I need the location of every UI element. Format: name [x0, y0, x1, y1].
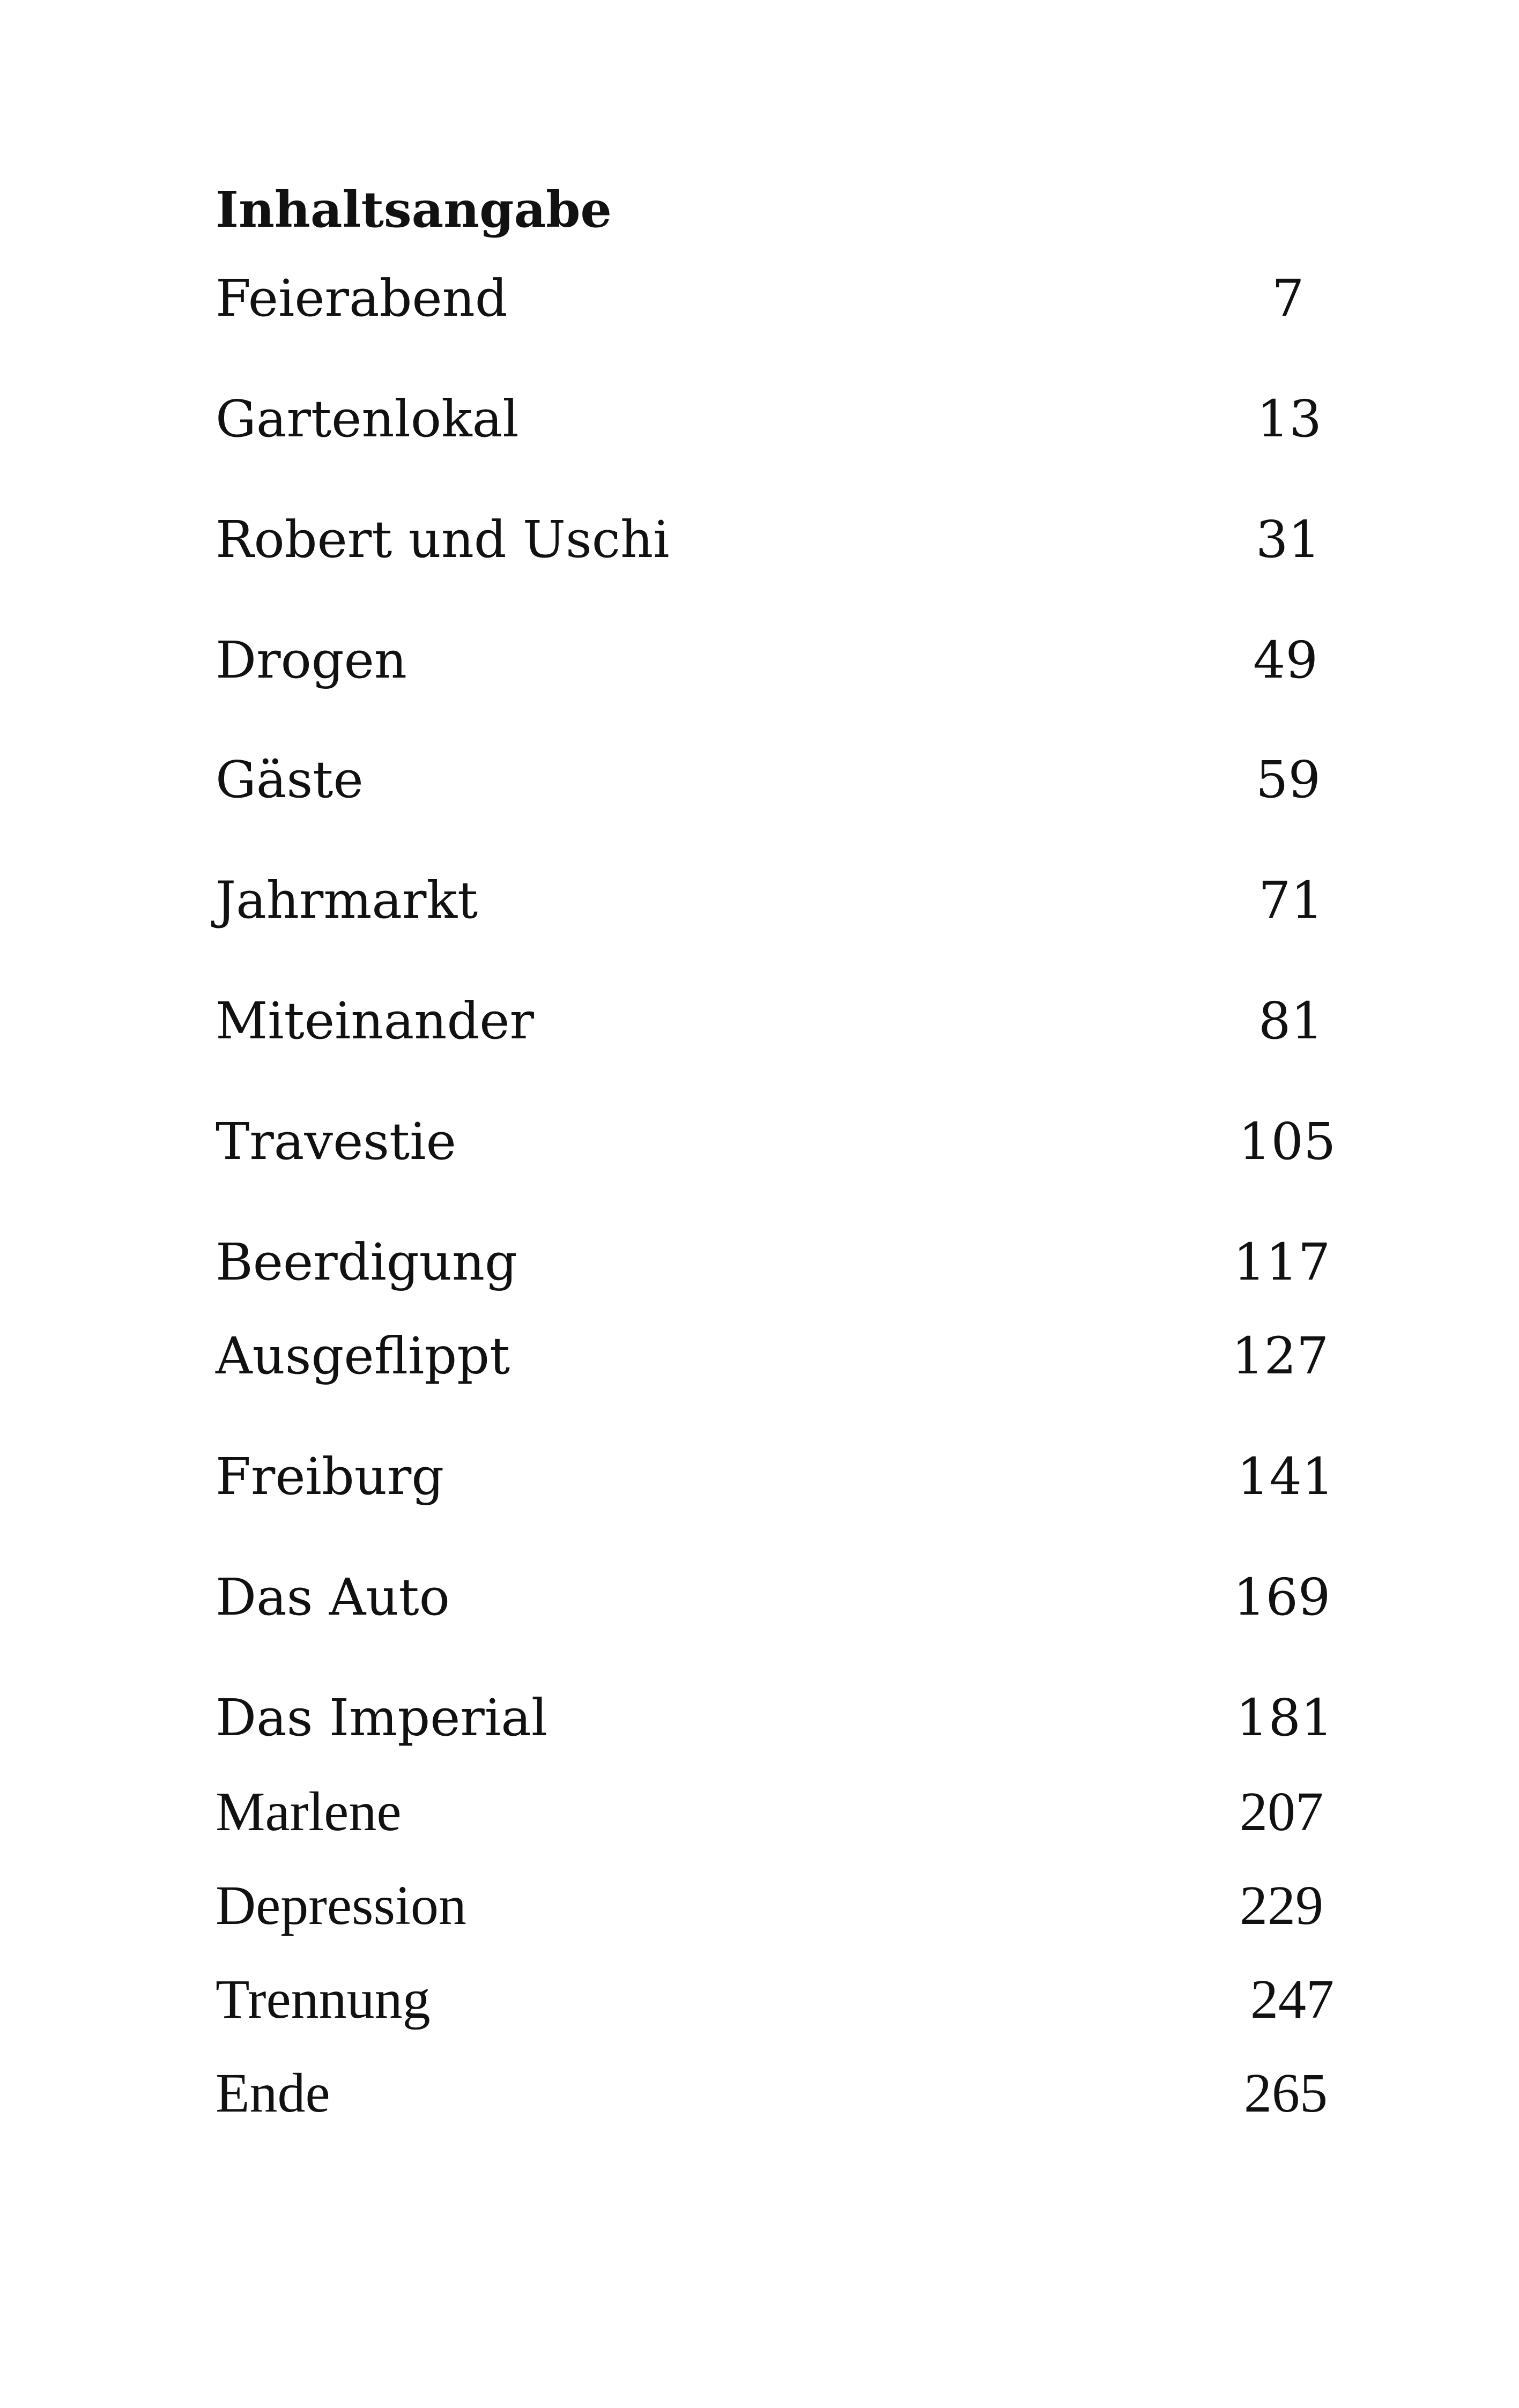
toc-entry-page: 127: [1232, 1327, 1329, 1386]
toc-entry-page: 141: [1237, 1447, 1335, 1506]
toc-entry-label: Robert und Uschi: [216, 510, 670, 569]
toc-entry-page: 169: [1233, 1568, 1331, 1627]
toc-entry-page: 229: [1240, 1875, 1323, 1936]
toc-entry-label: Freiburg: [216, 1447, 444, 1506]
toc-entry-label: Das Auto: [216, 1568, 450, 1627]
toc-entry-label: Drogen: [216, 631, 407, 690]
toc-entry-page: 181: [1236, 1689, 1333, 1748]
toc-entry-page: 13: [1257, 390, 1322, 449]
toc-entry-page: 31: [1256, 510, 1321, 569]
toc-entry-page: 207: [1240, 1781, 1323, 1842]
toc-entry: [216, 1875, 1336, 1942]
toc-entry: [216, 1968, 1336, 2036]
toc-entry: [216, 992, 1336, 1060]
toc-entry: [216, 1447, 1336, 1516]
toc-entry-label: Gäste: [216, 750, 364, 809]
toc-entry-label: Das Imperial: [216, 1689, 548, 1748]
toc-entry-page: 81: [1258, 992, 1323, 1051]
toc-entry: [216, 1781, 1336, 1848]
toc-entry: [216, 510, 1336, 579]
toc-entry-label: Trennung: [216, 1968, 431, 2030]
toc-entry-page: 59: [1256, 750, 1321, 809]
toc-entry-label: Gartenlokal: [216, 390, 519, 449]
toc-entry-page: 105: [1239, 1112, 1336, 1171]
toc-entry-label: Marlene: [216, 1781, 402, 1842]
toc-entry-label: Beerdigung: [216, 1233, 517, 1292]
toc-entry-label: Depression: [216, 1875, 466, 1936]
toc-entry: [216, 1689, 1336, 1757]
toc-entry: [216, 750, 1336, 819]
toc-entry: [216, 390, 1336, 458]
toc-entry-label: Feierabend: [216, 269, 508, 328]
toc-entry-page: 49: [1253, 631, 1318, 690]
toc-entry: [216, 269, 1336, 338]
toc-entry: [216, 1568, 1336, 1637]
toc-entry: [216, 871, 1336, 940]
toc-entry-page: 247: [1250, 1968, 1334, 2030]
toc-entry: [216, 1327, 1336, 1395]
toc-heading: Inhaltsangabe: [216, 181, 612, 239]
toc-entry-label: Ende: [216, 2062, 330, 2124]
toc-entry: [216, 631, 1336, 700]
toc-entry-page: 7: [1272, 269, 1305, 328]
toc-entry-label: Jahrmarkt: [216, 871, 478, 930]
toc-entry: [216, 2062, 1336, 2130]
toc-entry-page: 71: [1258, 871, 1323, 930]
toc-entry-page: 117: [1233, 1233, 1331, 1292]
toc-entry-label: Miteinander: [216, 992, 534, 1051]
toc-entry-page: 265: [1244, 2062, 1328, 2124]
toc-entry: [216, 1112, 1336, 1181]
toc-entry-label: Travestie: [216, 1112, 456, 1171]
toc-entry-label: Ausgeflippt: [216, 1327, 510, 1386]
toc-entry: [216, 1233, 1336, 1302]
